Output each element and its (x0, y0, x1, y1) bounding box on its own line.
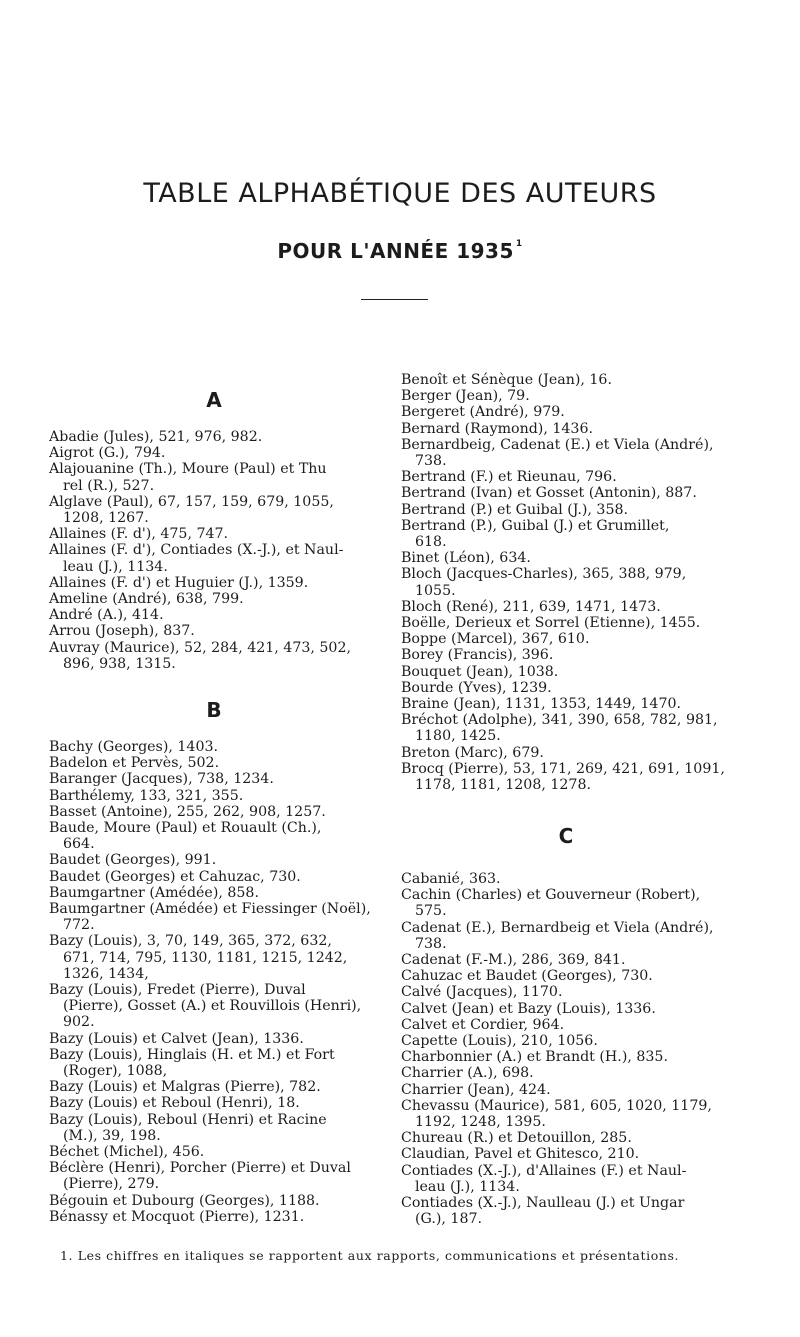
index-entry (401, 469, 731, 485)
index-entry (401, 887, 731, 919)
index-entry (49, 869, 379, 885)
index-entry (401, 518, 731, 550)
entry-line: Arrou (Joseph), 837. (49, 623, 195, 640)
entry-line: Baude, Moure (Paul) et Rouault (Ch.), (49, 820, 322, 836)
index-entry (49, 933, 379, 982)
entry-line: Bazy (Louis), Fredet (Pierre), Duval (49, 982, 306, 998)
entry-line: Calvet et Cordier, 964. (401, 1016, 565, 1033)
entry-continuation-line: 618. (415, 534, 447, 550)
index-entry (401, 437, 731, 469)
entry-line: Baumgartner (Amédée), 858. (49, 884, 259, 901)
entry-continuation-line: rel (R.), 527. (63, 477, 155, 494)
entry-continuation-line: 1326, 1434, (63, 965, 149, 982)
entry-line: Bertrand (P.), Guibal (J.) et Grumillet, (401, 517, 670, 534)
entry-line: Bertrand (F.) et Rieunau, 796. (401, 469, 617, 486)
entry-line: Bréchot (Adolphe), 341, 390, 658, 782, 981, (401, 712, 718, 729)
index-entry (49, 820, 379, 852)
index-entry (401, 1017, 731, 1033)
entry-line: Alajouanine (Th.), Moure (Paul) et Thu (49, 461, 327, 478)
entry-line: Bernard (Raymond), 1436. (401, 420, 593, 437)
entry-line: Contiades (X.-J.), d'Allaines (F.) et Naul- (401, 1162, 687, 1179)
index-entry (49, 591, 379, 607)
entry-line: Bazy (Louis), Hinglais (H. et M.) et Fort (49, 1046, 335, 1063)
index-entry (401, 761, 731, 793)
section-letter-b: B (206, 698, 222, 722)
index-entry (401, 680, 731, 696)
entry-line: Bourde (Yves), 1239. (401, 679, 552, 696)
entry-line: Baudet (Georges), 991. (49, 852, 217, 869)
entry-continuation-line: 738. (415, 935, 447, 952)
entry-line: Bazy (Louis) et Malgras (Pierre), 782. (49, 1079, 321, 1096)
entry-line: Allaines (F. d') et Huguier (J.), 1359. (49, 574, 309, 591)
index-entry (49, 1160, 379, 1192)
entry-continuation-line: 772. (63, 917, 95, 934)
index-entry (401, 1163, 731, 1195)
index-entry (401, 1033, 731, 1049)
entry-continuation-line: (G.), 187. (415, 1211, 483, 1228)
index-entry (49, 885, 379, 901)
index-entry (49, 1047, 379, 1079)
entry-continuation-line: (M.), 39, 198. (63, 1127, 161, 1144)
entry-line: Bachy (Georges), 1403. (49, 739, 219, 755)
entry-continuation-line: (Pierre), 279. (63, 1176, 160, 1193)
entry-line: Bazy (Louis) et Reboul (Henri), 18. (49, 1095, 300, 1112)
entry-line: Claudian, Pavel et Ghitesco, 210. (401, 1146, 640, 1163)
index-entry (401, 696, 731, 712)
entry-line: Cadenat (E.), Bernardbeig et Viela (André), (401, 919, 714, 936)
entry-line: Bernardbeig, Cadenat (E.) et Viela (André), (401, 436, 714, 453)
index-entry (401, 871, 731, 887)
entry-line: Calvet (Jean) et Bazy (Louis), 1336. (401, 1000, 656, 1017)
index-entry (401, 1146, 731, 1162)
index-entry (401, 404, 731, 420)
index-entry (49, 445, 379, 461)
index-entry (49, 788, 379, 804)
entry-line: Allaines (F. d'), Contiades (X.-J.), et Naul- (49, 542, 344, 559)
entry-line: Charrier (A.), 698. (401, 1065, 534, 1082)
entry-line: Alglave (Paul), 67, 157, 159, 679, 1055, (49, 493, 334, 510)
entry-line: Bertrand (P.) et Guibal (J.), 358. (401, 501, 629, 518)
index-entry (401, 1130, 731, 1146)
entry-line: Charbonnier (A.) et Brandt (H.), 835. (401, 1049, 668, 1066)
entry-line: Braine (Jean), 1131, 1353, 1449, 1470. (401, 696, 682, 712)
entry-continuation-line: leau (J.), 1134. (415, 1178, 520, 1195)
index-entry (401, 968, 731, 984)
entry-line: Auvray (Maurice), 52, 284, 421, 473, 502, (49, 639, 351, 656)
index-entry (49, 1193, 379, 1209)
entry-line: Bégouin et Dubourg (Georges), 1188. (49, 1192, 320, 1209)
entry-continuation-line: 738. (415, 453, 447, 469)
entry-line: Berger (Jean), 79. (401, 388, 530, 405)
entry-line: Bloch (Jacques-Charles), 365, 388, 979, (401, 566, 687, 583)
index-entry (49, 982, 379, 1031)
entry-line: Aigrot (G.), 794. (49, 445, 166, 462)
entry-line: Bazy (Louis) et Calvet (Jean), 1336. (49, 1030, 304, 1047)
entry-line: Chureau (R.) et Detouillon, 285. (401, 1130, 632, 1147)
index-entry (49, 1144, 379, 1160)
index-entry (401, 920, 731, 952)
index-entry (49, 542, 379, 574)
entry-line: Béclère (Henri), Porcher (Pierre) et Duval (49, 1160, 351, 1177)
footnote: 1. Les chiffres en italiques se rapportent aux rapports, communications et présentations. (60, 1248, 680, 1263)
entry-line: Bouquet (Jean), 1038. (401, 663, 559, 680)
index-entry (49, 755, 379, 771)
entry-continuation-line: (Pierre), Gosset (A.) et Rouvillois (Henri), (63, 998, 362, 1015)
entry-continuation-line: 575. (415, 903, 447, 920)
index-entry (49, 1079, 379, 1095)
entry-line: Bergeret (André), 979. (401, 404, 565, 421)
index-entry (401, 712, 731, 744)
entry-line: Brocq (Pierre), 53, 171, 269, 421, 691, 1091, (401, 760, 725, 777)
entry-line: Baudet (Georges) et Cahuzac, 730. (49, 868, 301, 885)
index-entry (401, 599, 731, 615)
index-entry (401, 566, 731, 598)
index-entry (401, 664, 731, 680)
entry-line: Binet (Léon), 634. (401, 550, 531, 567)
page-title: TABLE ALPHABÉTIQUE DES AUTEURS (143, 178, 657, 209)
entry-continuation-line: 1055. (415, 582, 456, 599)
entry-line: Badelon et Pervès, 502. (49, 755, 220, 772)
index-entry (401, 1098, 731, 1130)
entry-line: Abadie (Jules), 521, 976, 982. (49, 429, 263, 445)
index-entry (401, 388, 731, 404)
index-entry (401, 631, 731, 647)
entry-line: Contiades (X.-J.), Naulleau (J.) et Ungar (401, 1195, 685, 1211)
index-entry (401, 1065, 731, 1081)
entry-line: Charrier (Jean), 424. (401, 1081, 551, 1098)
entry-line: Bazy (Louis), Reboul (Henri) et Racine (49, 1111, 327, 1128)
index-entry (401, 1049, 731, 1065)
index-entry (401, 485, 731, 501)
entry-line: Allaines (F. d'), 475, 747. (49, 526, 229, 543)
index-entry (49, 1095, 379, 1111)
entry-line: Borey (Francis), 396. (401, 647, 554, 664)
entry-continuation-line: 1208, 1267. (63, 510, 149, 526)
entry-continuation-line: 664. (63, 836, 95, 853)
entry-line: Bertrand (Ivan) et Gosset (Antonin), 887. (401, 485, 697, 502)
index-entry (49, 852, 379, 868)
entry-continuation-line: 902. (63, 1014, 95, 1031)
entry-line: Boëlle, Derieux et Sorrel (Etienne), 1455. (401, 615, 701, 631)
entry-line: Béchet (Michel), 456. (49, 1144, 205, 1160)
entry-line: Capette (Louis), 210, 1056. (401, 1033, 598, 1049)
footnote-marker: 1 (515, 239, 523, 249)
index-entry (49, 771, 379, 787)
entry-line: Cadenat (F.-M.), 286, 369, 841. (401, 952, 626, 968)
index-entry (49, 526, 379, 542)
index-entry (49, 1112, 379, 1144)
entry-line: Bénassy et Mocquot (Pierre), 1231. (49, 1208, 305, 1225)
entry-continuation-line: (Roger), 1088, (63, 1063, 168, 1079)
entry-line: Bloch (René), 211, 639, 1471, 1473. (401, 598, 661, 615)
index-entry (401, 952, 731, 968)
index-entry (401, 647, 731, 663)
entry-continuation-line: leau (J.), 1134. (63, 558, 168, 575)
index-entry (49, 739, 379, 755)
entry-line: Benoît et Sénèque (Jean), 16. (401, 372, 612, 388)
entry-continuation-line: 1192, 1248, 1395. (415, 1114, 546, 1130)
index-entry (49, 1209, 379, 1225)
index-entry (401, 421, 731, 437)
index-entry (401, 984, 731, 1000)
index-entry (401, 502, 731, 518)
entry-line: Basset (Antoine), 255, 262, 908, 1257. (49, 803, 326, 820)
entry-continuation-line: 1180, 1425. (415, 728, 501, 745)
index-entry (49, 607, 379, 623)
index-entry (49, 804, 379, 820)
index-entry (49, 623, 379, 639)
entry-line: André (A.), 414. (49, 607, 164, 624)
index-entry (401, 1195, 731, 1227)
entry-line: Cahuzac et Baudet (Georges), 730. (401, 968, 653, 985)
index-entry (49, 461, 379, 493)
title-divider (361, 299, 428, 300)
index-entry (49, 575, 379, 591)
index-entry (49, 640, 379, 672)
entry-line: Calvé (Jacques), 1170. (401, 984, 563, 1001)
subtitle-text: POUR L'ANNÉE 1935 (277, 239, 514, 263)
index-entry (401, 615, 731, 631)
entry-line: Barthélemy, 133, 321, 355. (49, 787, 244, 804)
entry-line: Breton (Marc), 679. (401, 744, 544, 761)
index-entry (49, 1031, 379, 1047)
entry-line: Baumgartner (Amédée) et Fiessinger (Noël), (49, 901, 371, 917)
entry-continuation-line: 671, 714, 795, 1130, 1181, 1215, 1242, (63, 949, 348, 966)
index-entry (49, 901, 379, 933)
entry-line: Cabanié, 363. (401, 871, 501, 887)
index-entry (401, 550, 731, 566)
index-entry (401, 745, 731, 761)
entry-continuation-line: 1178, 1181, 1208, 1278. (415, 777, 591, 793)
index-entry (401, 1082, 731, 1098)
index-entry (401, 372, 731, 388)
section-letter-c: C (558, 824, 574, 848)
index-entry (401, 1001, 731, 1017)
entry-line: Chevassu (Maurice), 581, 605, 1020, 1179, (401, 1097, 712, 1114)
entry-continuation-line: 896, 938, 1315. (63, 655, 176, 672)
entry-line: Baranger (Jacques), 738, 1234. (49, 771, 274, 788)
entry-line: Boppe (Marcel), 367, 610. (401, 631, 590, 648)
entry-line: Ameline (André), 638, 799. (49, 591, 244, 607)
entry-line: Bazy (Louis), 3, 70, 149, 365, 372, 632, (49, 933, 332, 950)
index-entry (49, 494, 379, 526)
index-entry (49, 429, 379, 445)
entry-line: Cachin (Charles) et Gouverneur (Robert), (401, 887, 701, 904)
page-subtitle (0, 239, 800, 263)
section-letter-a: A (206, 388, 222, 412)
